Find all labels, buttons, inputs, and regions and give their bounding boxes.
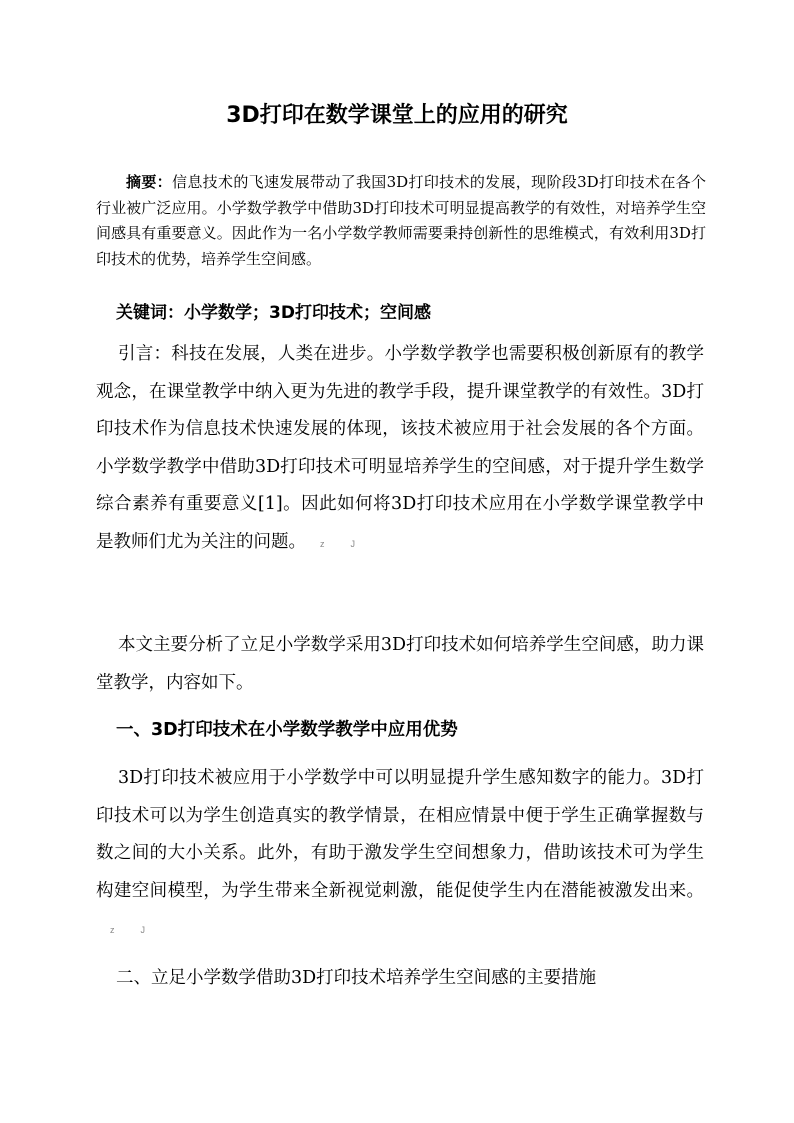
abstract-label: 摘要： [126, 173, 172, 191]
margin-mark: z [110, 925, 115, 935]
margin-mark: J [350, 538, 355, 549]
keywords-line: 关键词：小学数学；3D打印技术；空间感 [116, 303, 431, 323]
margin-mark: z [320, 538, 325, 549]
section-heading-1: 一、3D打印技术在小学数学教学中应用优势 [116, 720, 458, 740]
intro-paragraph [96, 336, 704, 563]
document-title: 3D打印在数学课堂上的应用的研究 [226, 103, 568, 128]
section-heading-2: 二、立足小学数学借助3D打印技术培养学生空间感的主要措施 [116, 968, 597, 988]
margin-mark: J [140, 925, 145, 935]
abstract-paragraph [96, 170, 706, 272]
section-1-text: 3D打印技术被应用于小学数学中可以明显提升学生感知数字的能力。3D打印技术可以为学生创造真实的教学情景，在相应情景中便于学生正确掌握数与数之间的大小关系。此外，有助于激发学生空间想象力，借助该技术可为学生构建空间模型，为学生带来全新视觉刺激，能促使学生内在潜能被激发出来。 [96, 768, 704, 901]
intro-text: 引言：科技在发展，人类在进步。小学数学教学也需要积极创新原有的教学观念，在课堂教学中纳入更为先进的教学手段，提升课堂教学的有效性。3D打印技术作为信息技术快速发展的体现，该技术被应用于社会发展的各个方面。小学数学教学中借助3D打印技术可明显培养学生的空间感，对于提升学生数学综合素养有重要意义[1]。因此如何将3D打印技术应用在小学数学课堂教学中是教师们尤为关注的问题。 [96, 344, 704, 552]
section-1-paragraph [96, 760, 704, 950]
abstract-text: 信息技术的飞速发展带动了我国3D打印技术的发展，现阶段3D打印技术在各个行业被广泛应用。小学数学教学中借助3D打印技术可明显提高教学的有效性，对培养学生空间感具有重要意义。因此作为一名小学数学教师需要秉持创新性的思维模式，有效利用3D打印技术的优势，培养学生空间感。 [96, 173, 706, 268]
main-paragraph: 本文主要分析了立足小学数学采用3D打印技术如何培养学生空间感，助力课堂教学，内容如下。 [96, 635, 704, 693]
